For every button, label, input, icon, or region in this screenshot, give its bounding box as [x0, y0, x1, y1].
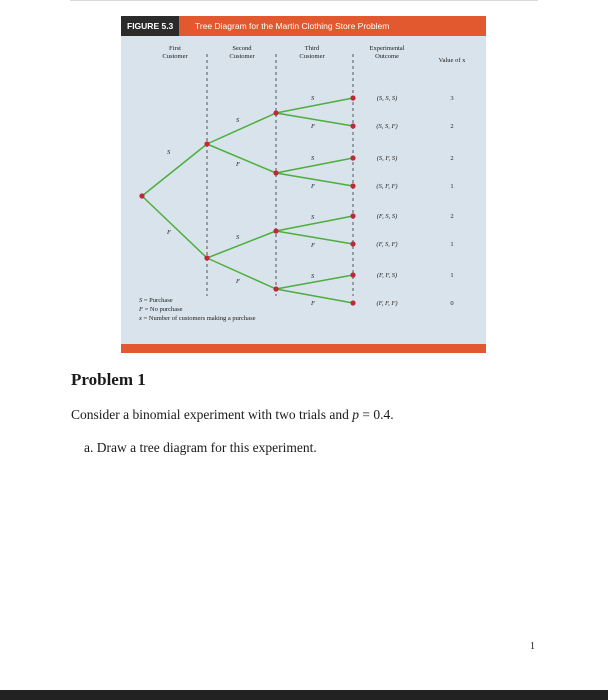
- branch-label: F: [236, 161, 240, 168]
- column-header-outcome-line2: Outcome: [375, 53, 399, 60]
- tree-node: [273, 170, 278, 175]
- branch-first: [142, 196, 207, 258]
- value-label: 1: [450, 272, 454, 279]
- outcome-label: (F, S, S): [376, 213, 398, 220]
- tree-node: [204, 255, 209, 260]
- tree-node-leaf: [350, 183, 355, 188]
- tree-node-leaf: [350, 95, 355, 100]
- branch-label: S: [167, 149, 171, 156]
- branch-third: [276, 98, 353, 113]
- column-header-value: Value of x: [438, 57, 466, 64]
- branch-label: S: [311, 155, 315, 162]
- outcome-label: (S, F, S): [376, 155, 398, 162]
- value-label: 1: [450, 183, 454, 190]
- tree-node-leaf: [350, 155, 355, 160]
- top-rule: [70, 0, 538, 1]
- value-label: 1: [450, 241, 454, 248]
- value-label: 2: [450, 123, 454, 130]
- figure-footer: [121, 344, 486, 353]
- tree-node-leaf: [350, 272, 355, 277]
- branch-second: [207, 231, 276, 258]
- tree-node-leaf: [350, 241, 355, 246]
- tree-node-leaf: [350, 213, 355, 218]
- value-label: 3: [450, 95, 454, 102]
- branch-label: F: [236, 278, 240, 285]
- tree-node-leaf: [350, 300, 355, 305]
- legend-symbol: x: [139, 315, 142, 322]
- column-header-outcome-line1: Experimental: [369, 45, 405, 52]
- legend-text: = No purchase: [144, 306, 183, 313]
- branch-label: F: [311, 123, 315, 130]
- legend-text: = Number of customers making a purchase: [143, 315, 256, 322]
- tree-node: [273, 228, 278, 233]
- tree-node: [204, 141, 209, 146]
- tree-node-leaf: [350, 123, 355, 128]
- column-header-second-line2: Customer: [229, 53, 255, 60]
- branch-label: S: [236, 234, 240, 241]
- outcome-label: (S, S, F): [376, 123, 398, 130]
- branch-label: S: [236, 117, 240, 124]
- legend-item: [139, 314, 255, 323]
- legend: [139, 296, 255, 323]
- problem-statement: [71, 407, 394, 423]
- value-label: 2: [450, 155, 454, 162]
- branch-second: [207, 144, 276, 173]
- branch-label: S: [311, 95, 315, 102]
- branch-third: [276, 275, 353, 289]
- legend-text: = Purchase: [143, 297, 173, 304]
- math-variable: p: [352, 407, 359, 422]
- outcome-label: (S, S, S): [376, 95, 398, 102]
- branch-second: [207, 258, 276, 289]
- column-header-first-line2: Customer: [162, 53, 188, 60]
- branch-label: F: [311, 300, 315, 307]
- branch-label: S: [311, 214, 315, 221]
- branch-label: F: [311, 183, 315, 190]
- legend-item: [139, 296, 255, 305]
- math-value: = 0.4.: [362, 407, 394, 422]
- branch-label: S: [311, 273, 315, 280]
- legend-symbol: S: [139, 297, 143, 304]
- value-label: 0: [450, 300, 454, 307]
- tree-node: [273, 110, 278, 115]
- figure-header: [121, 16, 486, 36]
- tree-diagram-figure: [121, 16, 486, 353]
- branch-label: F: [167, 229, 171, 236]
- problem-title: Problem 1: [71, 370, 146, 389]
- outcome-label: (S, F, F): [376, 183, 398, 190]
- legend-symbol: F: [139, 306, 143, 313]
- branch-label: F: [311, 242, 315, 249]
- outcome-label: (F, F, F): [376, 300, 398, 307]
- tree-node: [273, 286, 278, 291]
- problem-text: Consider a binomial experiment with two trials and: [71, 407, 353, 422]
- column-header-second-line1: Second: [232, 45, 252, 52]
- column-header-third-line2: Customer: [299, 53, 325, 60]
- branch-second: [207, 113, 276, 144]
- outcome-label: (F, S, F): [376, 241, 398, 248]
- column-header-first-line1: First: [169, 45, 181, 52]
- figure-label: FIGURE 5.3: [121, 16, 179, 36]
- tree-node-root: [139, 193, 144, 198]
- legend-item: [139, 305, 255, 314]
- bottom-bar: [0, 690, 608, 700]
- branch-first: [142, 144, 207, 196]
- branch-third: [276, 216, 353, 231]
- column-header-third-line1: Third: [304, 45, 320, 52]
- page-number: 1: [530, 641, 535, 652]
- branch-third: [276, 158, 353, 173]
- outcome-label: (F, F, S): [376, 272, 398, 279]
- value-label: 2: [450, 213, 454, 220]
- problem-part-a: a. Draw a tree diagram for this experiment.: [84, 440, 317, 455]
- figure-title: Tree Diagram for the Martin Clothing Store Problem: [195, 21, 390, 31]
